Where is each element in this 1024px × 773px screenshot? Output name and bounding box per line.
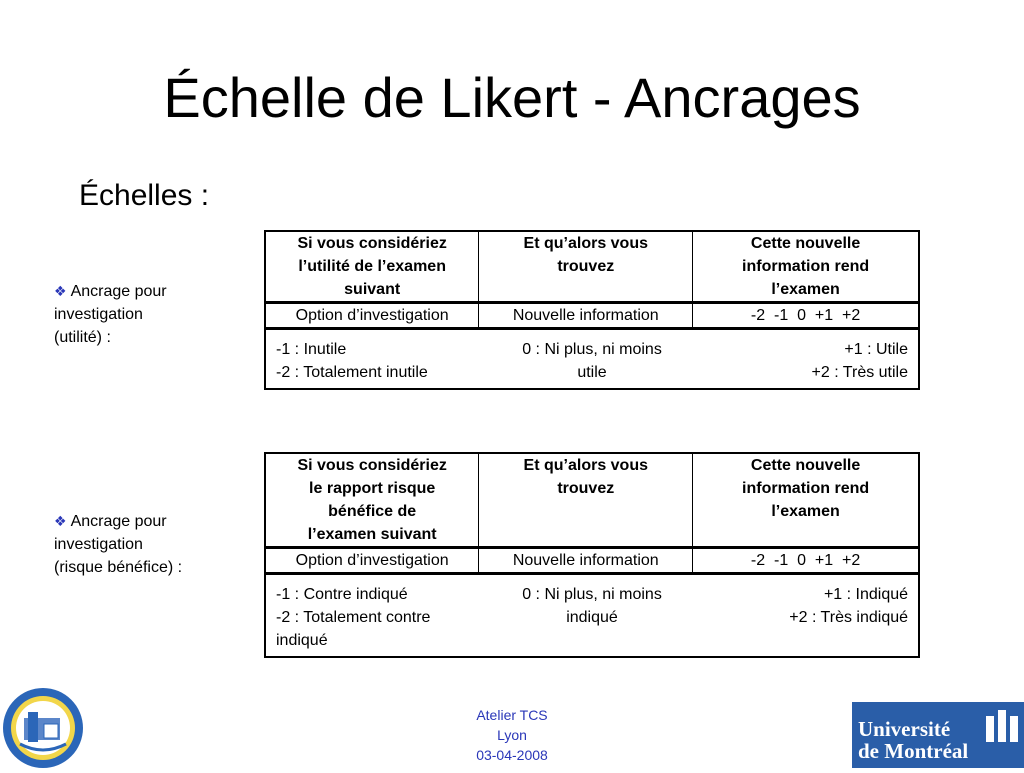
diamond-bullet-icon: ❖: [54, 513, 67, 529]
scale-positive: +1 : Utile +2 : Très utile: [811, 341, 909, 381]
footer-line: Lyon: [497, 727, 527, 743]
table-scale-row: [265, 329, 919, 390]
faculty-seal-logo: [0, 684, 86, 768]
header-cell: Cette nouvelle information rend l’examen: [693, 231, 919, 303]
table-cell: Option d’investigation: [265, 303, 479, 329]
footer-date: 03-04-2008: [476, 747, 548, 763]
scale-negative: -1 : Inutile -2 : Totalement inutile: [276, 341, 428, 381]
table-cell: -2 -1 0 +1 +2: [693, 303, 919, 329]
slide-title: Échelle de Likert - Ancrages: [163, 66, 861, 129]
side-label-risk-benefit: ❖ Ancrage pour investigation (risque bénéfice) :: [54, 513, 183, 576]
likert-table-utility: [264, 230, 920, 390]
slide-footer: [412, 705, 612, 765]
scale-neutral: 0 : Ni plus, ni moins indiqué: [522, 586, 662, 626]
scale-positive: +1 : Indiqué +2 : Très indiqué: [789, 586, 909, 626]
slide-subtitle: Échelles :: [79, 179, 210, 212]
side-label-utility: ❖ Ancrage pour investigation (utilité) :: [54, 283, 167, 346]
table-option-row: [265, 548, 919, 574]
table-scale-row: [265, 574, 919, 658]
header-cell: Si vous considériez le rapport risque bénéfice de l’examen suivant: [265, 453, 479, 548]
header-cell: Cette nouvelle information rend l’examen: [693, 453, 919, 548]
table-cell: Option d’investigation: [265, 548, 479, 574]
table-cell: Nouvelle information: [479, 303, 693, 329]
scale-neutral: 0 : Ni plus, ni moins utile: [522, 341, 662, 381]
diamond-bullet-icon: ❖: [54, 283, 67, 299]
footer-line: Atelier TCS: [476, 707, 548, 723]
scale-negative: -1 : Contre indiqué -2 : Totalement contre indiqué: [276, 586, 431, 649]
header-cell: Et qu’alors vous trouvez: [479, 453, 693, 548]
header-cell: Si vous considériez l’utilité de l’examen suivant: [265, 231, 479, 303]
table-cell: Nouvelle information: [479, 548, 693, 574]
building-icon: [982, 708, 1022, 748]
table-cell: -2 -1 0 +1 +2: [693, 548, 919, 574]
table-header-row: [265, 453, 919, 548]
table-header-row: [265, 231, 919, 303]
universite-de-montreal-logo: Université de Montréal: [852, 702, 1024, 768]
table-option-row: [265, 303, 919, 329]
header-cell: Et qu’alors vous trouvez: [479, 231, 693, 303]
likert-table-risk-benefit: [264, 452, 920, 658]
